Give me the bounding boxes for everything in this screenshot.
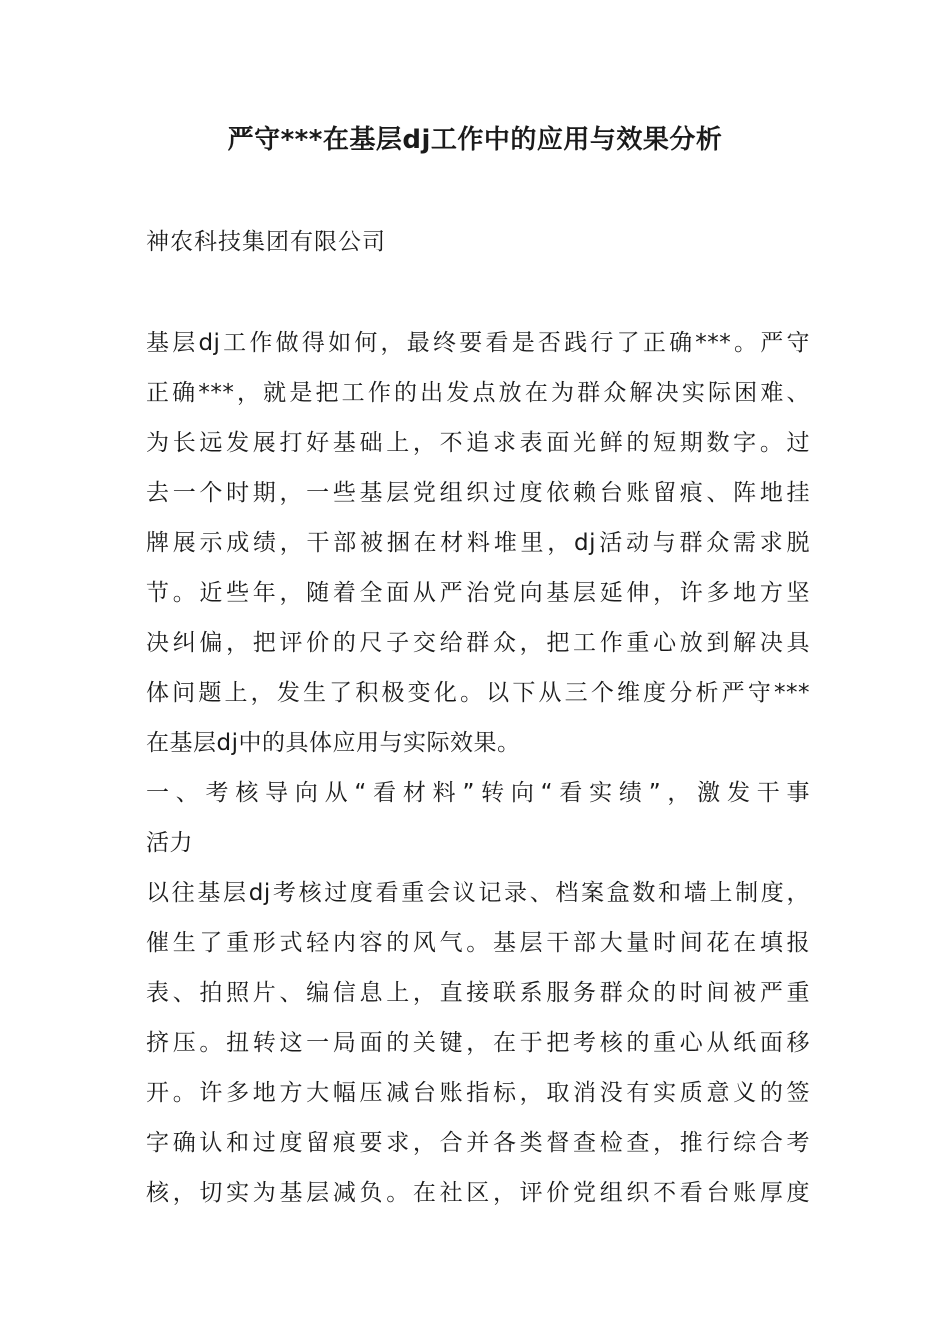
document-title: 严守***在基层dj工作中的应用与效果分析 <box>227 125 723 155</box>
document-body <box>146 318 810 1218</box>
body-line: 牌展示成绩，干部被捆在材料堆里，dj活动与群众需求脱 <box>146 530 810 556</box>
body-line: 为长远发展打好基础上，不追求表面光鲜的短期数字。过 <box>146 430 810 456</box>
body-line: 以往基层dj考核过度看重会议记录、档案盒数和墙上制度， <box>146 880 810 906</box>
section-heading-line: 活力 <box>146 830 193 856</box>
body-line: 表、拍照片、编信息上，直接联系服务群众的时间被严重 <box>146 980 810 1006</box>
body-line: 体问题上，发生了积极变化。以下从三个维度分析严守*** <box>146 680 810 706</box>
section-heading-line: 一、考核导向从“看材料”转向“看实绩”，激发干事 <box>146 780 810 806</box>
body-line: 核，切实为基层减负。在社区，评价党组织不看台账厚度 <box>146 1180 810 1206</box>
body-line: 去一个时期，一些基层党组织过度依赖台账留痕、阵地挂 <box>146 480 810 506</box>
body-line: 挤压。扭转这一局面的关键，在于把考核的重心从纸面移 <box>146 1030 810 1056</box>
document-author: 神农科技集团有限公司 <box>146 229 386 255</box>
body-line: 正确***，就是把工作的出发点放在为群众解决实际困难、 <box>146 380 810 406</box>
body-line: 字确认和过度留痕要求，合并各类督查检查，推行综合考 <box>146 1130 810 1156</box>
body-line: 在基层dj中的具体应用与实际效果。 <box>146 730 521 756</box>
body-line: 决纠偏，把评价的尺子交给群众，把工作重心放到解决具 <box>146 630 810 656</box>
body-line: 催生了重形式轻内容的风气。基层干部大量时间花在填报 <box>146 930 810 956</box>
body-line: 开。许多地方大幅压减台账指标，取消没有实质意义的签 <box>146 1080 810 1106</box>
body-line: 基层dj工作做得如何，最终要看是否践行了正确***。严守 <box>146 330 810 356</box>
body-line: 节。近些年，随着全面从严治党向基层延伸，许多地方坚 <box>146 580 810 606</box>
